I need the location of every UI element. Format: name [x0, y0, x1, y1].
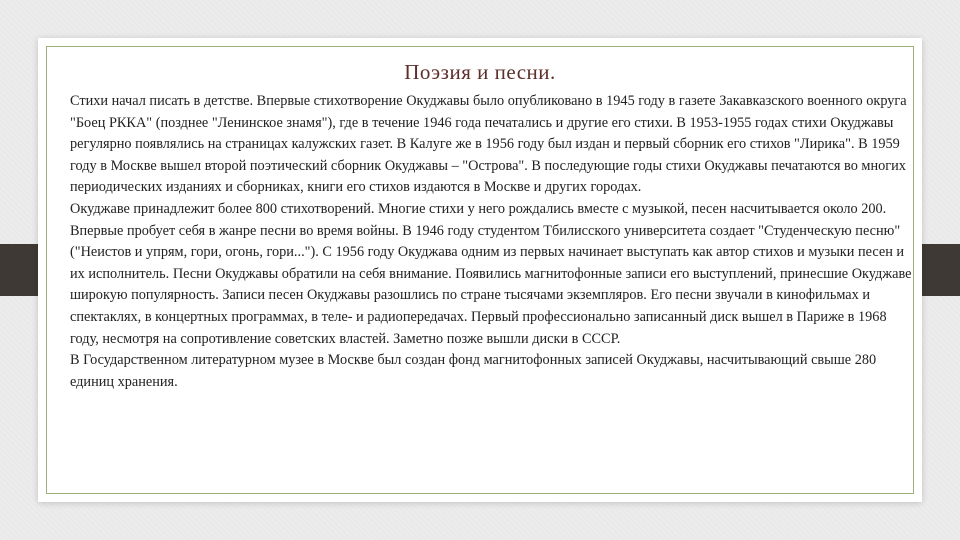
- paragraph-songs: Окуджаве принадлежит более 800 стихотворений. Многие стихи у него рождались вместе с музыкой, песен насчитывается около 200. Впервые пробует себя в жанре песни во время войны. В 1946 году студентом Тбилисского университета создает "Студенческую песню" ("Неистов и упрям, гори, огонь, гори..."). С 1956 году Окуджава одним из первых начинает выступать как автор стихов и музыки песен и их исполнитель. Песни Окуджавы обратили на себя внимание. Появились магнитофонные записи его выступлений, принесшие Окуджаве широкую популярность. Записи песен Окуджавы разошлись по стране тысячами экземпляров. Его песни звучали в кинофильмах и спектаклях, в концертных программах, в теле- и радиопередачах. Первый профессионально записанный диск вышел в Париже в 1968 году, несмотря на сопротивление советских властей. Заметно позже вышли диски в СССР.: [70, 200, 912, 347]
- paragraph-museum: В Государственном литературном музее в Москве был создан фонд магнитофонных записей Окуджавы, насчитывающий свыше 280 единиц хранения.: [70, 352, 877, 390]
- slide-title: Поэзия и песни.: [404, 60, 556, 84]
- paragraph-poetry: Стихи начал писать в детстве. Впервые стихотворение Окуджавы было опубликовано в 1945 году в газете Закавказского военного округа "Боец РККА" (позднее "Ленинское знамя"), где в течение 1946 года печатались и другие его стихи. В 1953-1955 годах стихи Окуджавы регулярно появлялись на страницах калужских газет. В Калуге же в 1956 году был издан и первый сборник его стихов "Лирика". В 1959 году в Москве вышел второй поэтический сборник Окуджавы – "Острова". В последующие годы стихи Окуджавы печатаются во многих периодических изданиях и сборниках, книги его стихов издаются в Москве и других городах.: [70, 93, 907, 196]
- decorative-band-right: [922, 244, 960, 296]
- body-text: [70, 91, 918, 393]
- decorative-band-left: [0, 244, 38, 296]
